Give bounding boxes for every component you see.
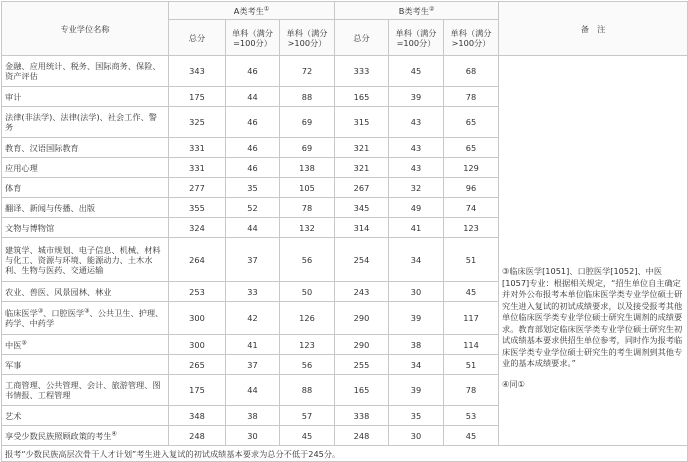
score-cell-b-sgt100: 74 [444, 198, 499, 218]
score-cell-a-total: 277 [169, 178, 226, 198]
footnote-mark: ③ [21, 338, 27, 346]
b-total-header: 总分 [335, 20, 389, 56]
score-cell-a-sgt100: 132 [280, 218, 335, 238]
score-cell-a-s100: 44 [226, 218, 280, 238]
footnote-mark: ④ [111, 429, 117, 437]
score-cell-b-total: 248 [335, 426, 389, 446]
major-header: 专业学位名称 [2, 2, 169, 56]
score-cell-a-total: 331 [169, 138, 226, 158]
a-total-header: 总分 [169, 20, 226, 56]
group-a-mark: ① [263, 4, 270, 12]
group-b-header [335, 2, 499, 20]
score-cell-b-s100: 39 [389, 375, 444, 406]
score-cell-a-total: 331 [169, 158, 226, 178]
b-single-100-header: 单科（满分=100分） [389, 20, 444, 56]
score-cell-b-s100: 43 [389, 158, 444, 178]
score-cell-a-sgt100: 126 [280, 302, 335, 335]
score-cell-b-sgt100: 78 [444, 87, 499, 107]
score-cell-a-sgt100: 45 [280, 426, 335, 446]
group-b-label: B类考生 [398, 5, 429, 16]
score-cell-b-s100: 30 [389, 426, 444, 446]
score-cell-a-s100: 33 [226, 282, 280, 302]
major-cell: 文物与博物馆 [2, 218, 169, 238]
score-cell-b-total: 243 [335, 282, 389, 302]
footer-note: 报考“少数民族高层次骨干人才计划”考生进入复试的初试成绩基本要求为总分不低于245分。 [2, 446, 688, 462]
score-cell-b-s100: 39 [389, 87, 444, 107]
major-cell: 工商管理、公共管理、会计、旅游管理、图书情报、工程管理 [2, 375, 169, 406]
notes-end: ④同① [502, 378, 525, 389]
score-cell-b-sgt100: 78 [444, 375, 499, 406]
score-cell-a-total: 324 [169, 218, 226, 238]
score-cell-b-total: 267 [335, 178, 389, 198]
table-row [2, 56, 688, 87]
score-cell-a-s100: 41 [226, 335, 280, 355]
major-cell [2, 302, 169, 335]
score-cell-b-s100: 32 [389, 178, 444, 198]
major-cell: 军事 [2, 355, 169, 375]
score-cell-b-s100: 43 [389, 138, 444, 158]
score-cell-a-s100: 46 [226, 138, 280, 158]
group-b-mark: ② [428, 4, 435, 12]
major-cell: 体育 [2, 178, 169, 198]
score-cell-a-s100: 46 [226, 107, 280, 138]
score-cell-a-sgt100: 69 [280, 138, 335, 158]
major-text: 享受少数民族照顾政策的考生 [5, 430, 112, 441]
major-cell: 应用心理 [2, 158, 169, 178]
footer-row [2, 446, 688, 462]
score-cell-a-total: 355 [169, 198, 226, 218]
a-single-100-header: 单科（满分=100分） [226, 20, 280, 56]
score-cell-b-total: 345 [335, 198, 389, 218]
score-cell-b-s100: 45 [389, 56, 444, 87]
score-cell-a-sgt100: 56 [280, 238, 335, 282]
notes-header: 备 注 [499, 2, 688, 56]
score-cell-a-sgt100: 88 [280, 375, 335, 406]
score-cell-b-sgt100: 65 [444, 107, 499, 138]
score-cell-b-s100: 43 [389, 107, 444, 138]
score-cell-b-s100: 41 [389, 218, 444, 238]
score-table [1, 1, 688, 462]
score-cell-b-sgt100: 114 [444, 335, 499, 355]
score-cell-b-total: 333 [335, 56, 389, 87]
score-cell-a-total: 325 [169, 107, 226, 138]
score-cell-b-sgt100: 45 [444, 426, 499, 446]
score-cell-a-total: 253 [169, 282, 226, 302]
group-a-header [169, 2, 335, 20]
score-cell-a-sgt100: 88 [280, 87, 335, 107]
score-cell-a-sgt100: 123 [280, 335, 335, 355]
score-cell-a-total: 343 [169, 56, 226, 87]
score-cell-a-total: 348 [169, 406, 226, 426]
score-table-body [2, 56, 688, 462]
score-cell-a-s100: 46 [226, 158, 280, 178]
score-cell-b-sgt100: 129 [444, 158, 499, 178]
major-cell: 审计 [2, 87, 169, 107]
major-cell: 建筑学、城市规划、电子信息、机械、材料与化工、资源与环境、能源动力、土木水利、生物与医药、交通运输 [2, 238, 169, 282]
b-single-over-100-header: 单科（满分>100分） [444, 20, 499, 56]
major-text: 、口腔医学 [43, 308, 85, 318]
score-cell-b-sgt100: 51 [444, 238, 499, 282]
score-cell-b-total: 165 [335, 87, 389, 107]
score-cell-b-s100: 49 [389, 198, 444, 218]
footnote-mark: ③ [84, 307, 90, 315]
score-cell-b-sgt100: 51 [444, 355, 499, 375]
score-cell-b-s100: 39 [389, 302, 444, 335]
score-cell-a-sgt100: 72 [280, 56, 335, 87]
major-text: 、公共卫生、护理、药学、中药学 [5, 308, 164, 328]
score-cell-a-s100: 30 [226, 426, 280, 446]
score-cell-a-sgt100: 57 [280, 406, 335, 426]
score-cell-a-s100: 35 [226, 178, 280, 198]
a-single-over-100-header: 单科（满分>100分） [280, 20, 335, 56]
score-cell-b-s100: 30 [389, 282, 444, 302]
score-cell-b-total: 290 [335, 335, 389, 355]
major-text: 临床医学 [5, 308, 38, 318]
score-cell-a-s100: 38 [226, 406, 280, 426]
score-cell-a-sgt100: 138 [280, 158, 335, 178]
score-cell-a-s100: 44 [226, 375, 280, 406]
score-cell-a-s100: 44 [226, 87, 280, 107]
score-cell-b-sgt100: 45 [444, 282, 499, 302]
score-cell-a-s100: 46 [226, 56, 280, 87]
score-cell-b-total: 314 [335, 218, 389, 238]
major-cell: 农业、兽医、风景园林、林业 [2, 282, 169, 302]
score-cell-a-total: 175 [169, 375, 226, 406]
score-cell-a-s100: 42 [226, 302, 280, 335]
score-cell-b-total: 165 [335, 375, 389, 406]
major-cell: 法律(非法学)、法律(法学)、社会工作、警务 [2, 107, 169, 138]
major-cell [2, 426, 169, 446]
score-cell-b-total: 338 [335, 406, 389, 426]
major-cell: 翻译、新闻与传播、出版 [2, 198, 169, 218]
notes-cell [499, 56, 688, 446]
score-cell-a-total: 265 [169, 355, 226, 375]
score-cell-b-total: 254 [335, 238, 389, 282]
score-cell-b-s100: 34 [389, 355, 444, 375]
notes-text: ③临床医学[1051]、口腔医学[1052]、中医[1057]专业：根据相关规定，“招生单位自主确定并对外公布报考本单位临床医学类专业学位硕士研究生进入复试的初试成绩要求，以及接受报考其他单位临床医学类专业学位硕士研究生调剂的成绩要求。教育部划定临床医学类专业学位硕士研究生初试成绩基本要求供招生单位参考，同时作为报考临床医学类专业学位硕士研究生的考生调剂到其他专业的基本成绩要求。” [502, 266, 683, 368]
score-cell-b-total: 315 [335, 107, 389, 138]
score-cell-a-total: 264 [169, 238, 226, 282]
score-cell-b-s100: 35 [389, 406, 444, 426]
score-cell-b-total: 290 [335, 302, 389, 335]
score-cell-b-sgt100: 53 [444, 406, 499, 426]
footnote-mark: ③ [37, 307, 44, 315]
score-cell-b-sgt100: 123 [444, 218, 499, 238]
major-text: 中医 [5, 339, 22, 350]
score-cell-a-s100: 37 [226, 355, 280, 375]
score-cell-a-sgt100: 69 [280, 107, 335, 138]
score-cell-b-sgt100: 65 [444, 138, 499, 158]
score-cell-a-sgt100: 50 [280, 282, 335, 302]
score-cell-b-total: 321 [335, 158, 389, 178]
major-cell: 艺术 [2, 406, 169, 426]
score-cell-a-total: 300 [169, 335, 226, 355]
major-cell: 教育、汉语国际教育 [2, 138, 169, 158]
score-cell-b-sgt100: 117 [444, 302, 499, 335]
score-cell-a-s100: 37 [226, 238, 280, 282]
group-a-label: A类考生 [233, 5, 264, 16]
score-cell-a-sgt100: 105 [280, 178, 335, 198]
score-cell-a-total: 300 [169, 302, 226, 335]
score-cell-b-total: 321 [335, 138, 389, 158]
score-cell-a-total: 248 [169, 426, 226, 446]
score-cell-b-sgt100: 68 [444, 56, 499, 87]
score-cell-a-sgt100: 56 [280, 355, 335, 375]
score-cell-b-s100: 34 [389, 238, 444, 282]
score-cell-b-sgt100: 96 [444, 178, 499, 198]
score-cell-b-total: 255 [335, 355, 389, 375]
score-cell-a-total: 175 [169, 87, 226, 107]
major-cell: 金融、应用统计、税务、国际商务、保险、资产评估 [2, 56, 169, 87]
major-cell [2, 335, 169, 355]
score-cell-a-sgt100: 78 [280, 198, 335, 218]
score-cell-a-s100: 52 [226, 198, 280, 218]
score-cell-b-s100: 38 [389, 335, 444, 355]
